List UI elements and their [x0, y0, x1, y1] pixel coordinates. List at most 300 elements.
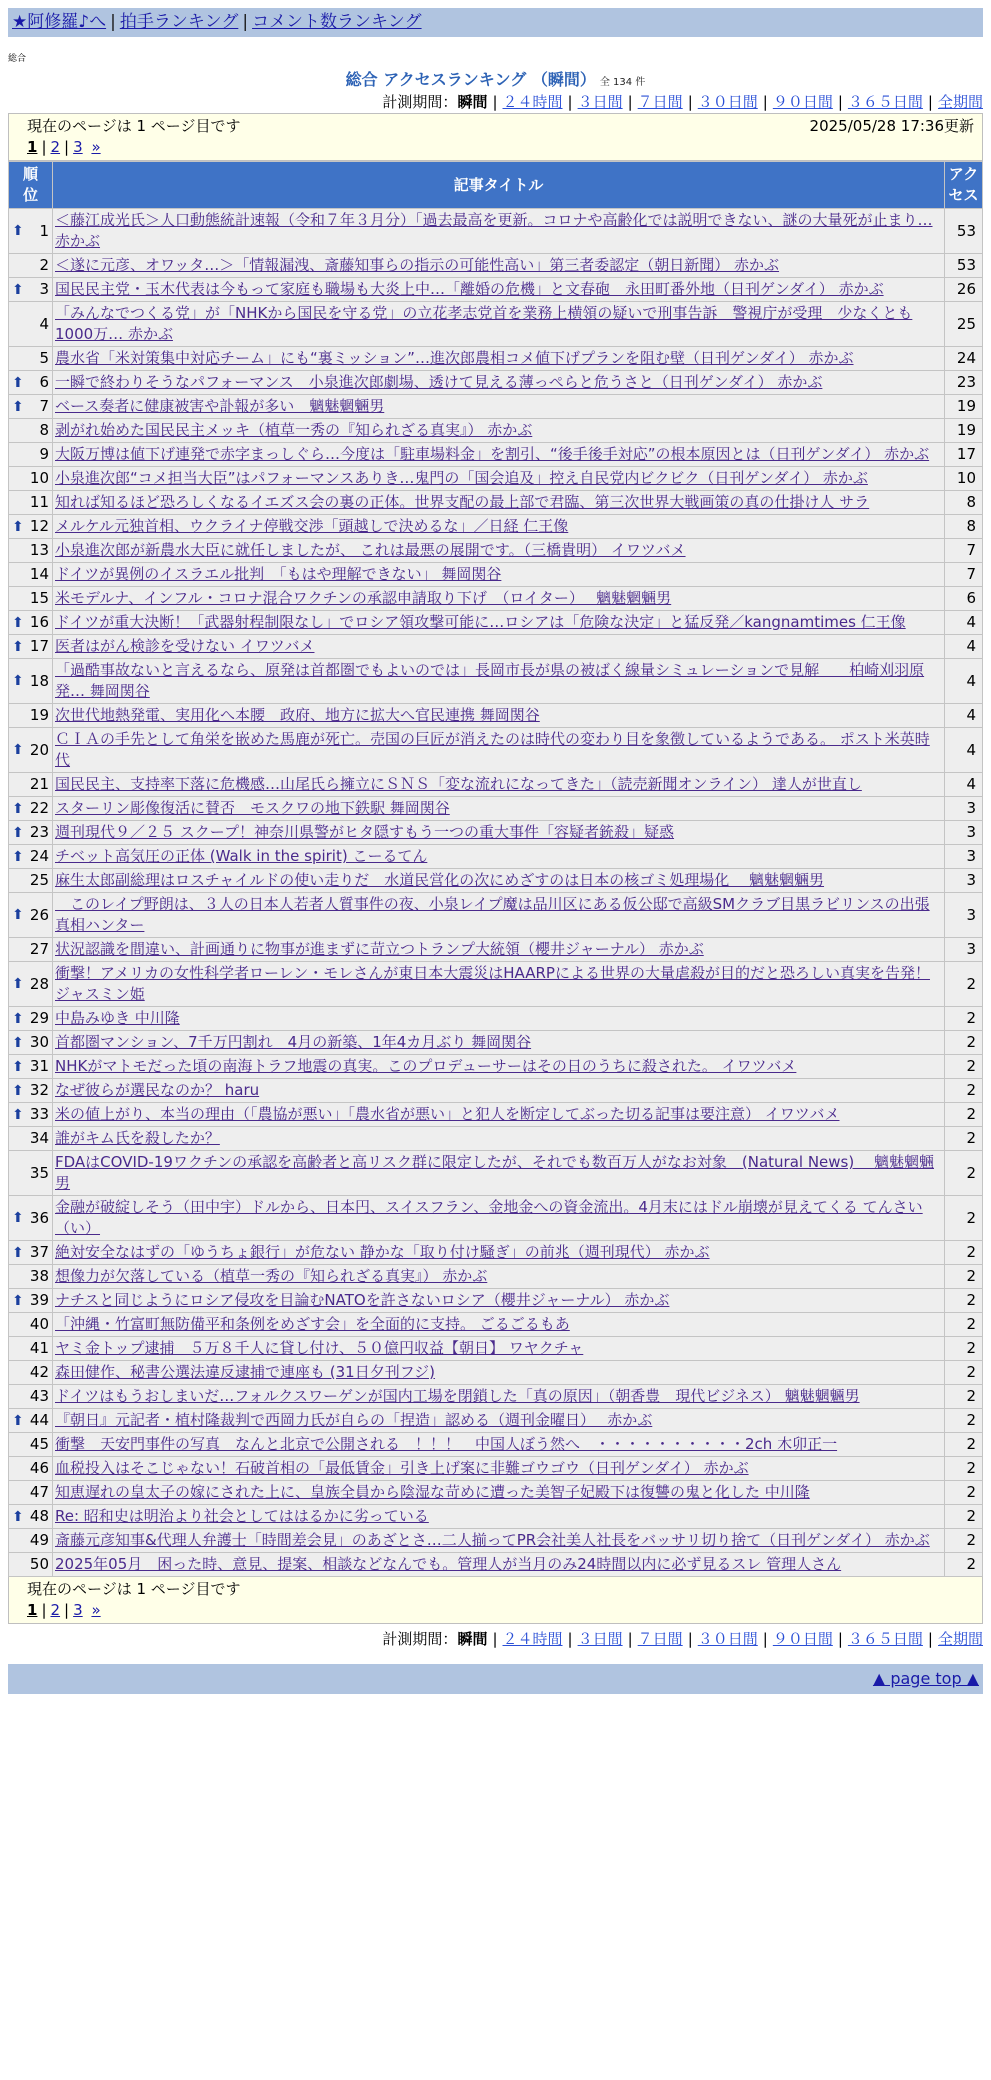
period-separator: | — [687, 93, 693, 111]
rank-cell — [9, 1361, 53, 1385]
table-row — [9, 1289, 983, 1313]
rank-up-arrow-icon: ⬆ — [12, 1412, 24, 1429]
period-label: 計測期間： — [382, 93, 458, 111]
period-link[interactable]: ３日間 — [577, 93, 623, 111]
table-row — [9, 443, 983, 467]
applause-ranking-link[interactable]: 拍手ランキング — [119, 12, 239, 32]
rank-number: 33 — [29, 1105, 49, 1123]
period-link[interactable]: ９０日間 — [772, 1630, 833, 1648]
rank-up-arrow-icon: ⬆ — [12, 1106, 24, 1123]
period-link[interactable]: ７日間 — [637, 93, 683, 111]
rank-cell — [9, 1103, 53, 1127]
table-row — [9, 371, 983, 395]
title-cell — [53, 587, 945, 611]
rank-number: 49 — [29, 1531, 49, 1549]
access-count: 2 — [945, 1505, 983, 1529]
title-cell — [53, 821, 945, 845]
title-cell — [53, 1385, 945, 1409]
title-header: 記事タイトル — [53, 162, 945, 209]
title-cell — [53, 1031, 945, 1055]
title-cell — [53, 1196, 945, 1241]
rank-number: 47 — [29, 1483, 49, 1501]
rank-up-arrow-icon: ⬆ — [12, 518, 24, 535]
access-count: 26 — [945, 278, 983, 302]
access-count: 3 — [945, 869, 983, 893]
access-count: 2 — [945, 1265, 983, 1289]
rank-cell — [9, 869, 53, 893]
table-row — [9, 587, 983, 611]
title-cell — [53, 1265, 945, 1289]
table-row — [9, 1409, 983, 1433]
rank-cell — [9, 1553, 53, 1577]
rank-up-arrow-icon: ⬆ — [12, 907, 24, 923]
page-link[interactable]: 3 — [73, 138, 83, 156]
article-link[interactable]: ＜藤江成光氏＞人口動態統計速報（令和７年３月分）「過去最高を更新。コロナや高齢化では説明できない、謎の大量死が止まり… 赤かぶ — [55, 211, 933, 250]
article-link[interactable]: ヤミ金トップ逮捕 ５万８千人に貸し付け、５０億円収益【朝日】 ワヤクチャ — [55, 1339, 584, 1357]
rank-cell — [9, 302, 53, 347]
table-row — [9, 797, 983, 821]
rank-number: 27 — [29, 940, 49, 958]
page-top-link[interactable]: ▲ page top ▲ — [872, 1669, 979, 1688]
article-link[interactable]: 剥がれ始めた国民民主メッキ（植草一秀の『知られざる真実』） 赤かぶ — [55, 421, 533, 439]
article-link[interactable]: ベース奏者に健康被害や訃報が多い 魑魅魍魎男 — [55, 397, 385, 415]
rank-number: 28 — [29, 974, 49, 993]
article-link[interactable]: ドイツが異例のイスラエル批判 「もはや理解できない」 舞岡関谷 — [55, 565, 502, 583]
rank-number: 44 — [29, 1411, 49, 1429]
rank-up-arrow-icon: ⬆ — [12, 1058, 24, 1075]
rank-cell — [9, 1409, 53, 1433]
article-link[interactable]: ＜遂に元彦、オワッタ…＞「情報漏洩、斎藤知事らの指示の可能性高い」第三者委認定（朝日新聞） 赤かぶ — [55, 256, 780, 274]
access-count: 7 — [945, 539, 983, 563]
rank-number: 17 — [29, 637, 49, 655]
article-link[interactable]: 誰がキム氏を殺したか？ — [55, 1129, 220, 1147]
table-row — [9, 254, 983, 278]
rank-cell — [9, 1337, 53, 1361]
table-row — [9, 1481, 983, 1505]
rank-number: 41 — [29, 1339, 49, 1357]
access-count: 2 — [945, 1103, 983, 1127]
rank-cell — [9, 1457, 53, 1481]
ranking-table-body — [9, 209, 983, 1577]
period-separator: | — [927, 93, 933, 111]
period-link[interactable]: ７日間 — [637, 1630, 683, 1648]
table-row — [9, 395, 983, 419]
article-link[interactable]: スターリン彫像復活に賛否 モスクワの地下鉄駅 舞岡関谷 — [55, 799, 450, 817]
title-cell — [53, 209, 945, 254]
access-count: 3 — [945, 821, 983, 845]
article-link[interactable]: 知れば知るほど恐ろしくなるイエズス会の裏の正体。世界支配の最上部で君臨、第三次世界大戦画策の真の仕掛け人 サラ — [55, 493, 870, 511]
rank-number: 6 — [39, 373, 49, 391]
access-count: 24 — [945, 347, 983, 371]
article-link[interactable]: 小泉進次郎が新農水大臣に就任しましたが、 これは最悪の展開です。（三橋貴明） イワツバメ — [55, 541, 686, 559]
access-count: 4 — [945, 611, 983, 635]
article-link[interactable]: 小泉進次郎“コメ担当大臣”はパフォーマンスありき…鬼門の「国会追及」控え自民党内ビクビク（日刊ゲンダイ） 赤かぶ — [55, 469, 868, 487]
table-row — [9, 1361, 983, 1385]
title-cell — [53, 515, 945, 539]
rank-number: 29 — [29, 1009, 49, 1027]
access-count: 19 — [945, 419, 983, 443]
table-row — [9, 1007, 983, 1031]
access-count: 3 — [945, 893, 983, 938]
period-link[interactable]: ９０日間 — [772, 93, 833, 111]
access-count: 2 — [945, 1481, 983, 1505]
rank-cell — [9, 443, 53, 467]
rank-number: 13 — [29, 541, 49, 559]
article-link[interactable]: 想像力が欠落している（植草一秀の『知られざる真実』） 赤かぶ — [55, 1267, 488, 1285]
article-link[interactable]: 2025年05月 困った時、意見、提案、相談などなんでも。管理人が当月のみ24時間以内に必ず見るスレ 管理人さん — [55, 1555, 842, 1573]
article-link[interactable]: NHKがマトモだった頃の南海トラフ地震の真実。このプロデューサーはその日のうちに殺された。 イワツバメ — [55, 1057, 797, 1075]
period-selector-top — [8, 91, 983, 113]
page-title-text: 総合 アクセスランキング （瞬間） — [345, 70, 596, 89]
access-count: 3 — [945, 797, 983, 821]
table-row — [9, 1433, 983, 1457]
article-link[interactable]: ＣＩＡの手先として角栄を嵌めた馬鹿が死亡。売国の巨匠が消えたのは時代の変わり目を象徴しているようである。 ポスト米英時代 — [55, 730, 930, 769]
access-count: 2 — [945, 1079, 983, 1103]
access-count: 8 — [945, 515, 983, 539]
rank-number: 39 — [29, 1291, 49, 1309]
rank-cell — [9, 938, 53, 962]
access-count: 4 — [945, 773, 983, 797]
page-link[interactable]: 2 — [50, 138, 61, 156]
rank-number: 14 — [29, 565, 49, 583]
article-link[interactable]: 状況認識を間違い、計画通りに物事が進まずに苛立つトランプ大統領（櫻井ジャーナル） 赤かぶ — [55, 940, 704, 958]
rank-cell — [9, 1505, 53, 1529]
rank-number: 18 — [29, 671, 49, 690]
rank-up-arrow-icon: ⬆ — [12, 742, 24, 758]
access-count: 2 — [945, 1361, 983, 1385]
title-cell — [53, 1529, 945, 1553]
article-link[interactable]: 中島みゆき 中川隆 — [55, 1009, 180, 1027]
rank-up-arrow-icon: ⬆ — [12, 1508, 24, 1525]
rank-up-arrow-icon: ⬆ — [12, 1034, 24, 1051]
table-row — [9, 1151, 983, 1196]
rank-cell — [9, 1265, 53, 1289]
article-link[interactable]: 一瞬で終わりそうなパフォーマンス 小泉進次郎劇場、透けて見える薄っぺらと危うさと（日刊ゲンダイ） 赤かぶ — [55, 373, 823, 391]
rank-cell — [9, 773, 53, 797]
article-link[interactable]: ナチスと同じようにロシア侵攻を目論むNATOを許さないロシア（櫻井ジャーナル） 赤かぶ — [55, 1291, 670, 1309]
rank-cell — [9, 539, 53, 563]
article-link[interactable]: このレイプ野朗は、３人の日本人若者人質事件の夜、小泉レイプ魔は品川区にある仮公邸で高級SMクラブ目黒ラビリンスの出張 真相ハンター — [55, 895, 930, 934]
rank-cell — [9, 467, 53, 491]
title-cell — [53, 938, 945, 962]
rank-cell — [9, 1007, 53, 1031]
rank-cell — [9, 587, 53, 611]
table-row — [9, 773, 983, 797]
article-link[interactable]: 米モデルナ、インフル・コロナ混合ワクチンの承認申請取り下げ （ロイター） 魑魅魍魎男 — [55, 589, 672, 607]
article-link[interactable]: ドイツはもうおしまいだ…フォルクスワーゲンが国内工場を閉鎖した「真の原因」（朝香豊 現代ビジネス） 魑魅魍魎男 — [55, 1387, 860, 1405]
article-link[interactable]: 国民民主党・玉木代表は今もって家庭も職場も大炎上中…「離婚の危機」と文春砲 永田町番外地（日刊ゲンダイ） 赤かぶ — [55, 280, 884, 298]
access-count: 17 — [945, 443, 983, 467]
title-cell — [53, 347, 945, 371]
article-link[interactable]: 斎藤元彦知事&代理人弁護士「時間差会見」のあざとさ…二人揃ってPR会社美人社長をバッサリ切り捨て（日刊ゲンダイ） 赤かぶ — [55, 1531, 930, 1549]
period-link[interactable]: ３６５日間 — [847, 1630, 923, 1648]
article-link[interactable]: 金融が破綻しそう（田中宇）ドルから、日本円、スイスフラン、金地金への資金流出。4月末にはドル崩壊が見えてくる てんさい（い） — [55, 1198, 923, 1237]
rank-cell — [9, 1196, 53, 1241]
page-separator: | — [64, 1601, 70, 1619]
rank-up-arrow-icon: ⬆ — [12, 1010, 24, 1027]
article-link[interactable]: 米の値上がり、本当の理由（「農協が悪い」「農水省が悪い」と犯人を断定してぶった切る記事は要注意） イワツバメ — [55, 1105, 840, 1123]
comment-ranking-link[interactable]: コメント数ランキング — [252, 12, 422, 32]
period-link[interactable]: ３０日間 — [697, 93, 758, 111]
ranking-table — [8, 161, 983, 1577]
rank-number: 9 — [39, 445, 49, 463]
table-row — [9, 1457, 983, 1481]
title-cell — [53, 728, 945, 773]
period-link[interactable]: ３０日間 — [697, 1630, 758, 1648]
article-link[interactable]: 『朝日』元記者・植村隆裁判で西岡力氏が自らの「捏造」認める（週刊金曜日） 赤かぶ — [55, 1411, 653, 1429]
access-count: 3 — [945, 938, 983, 962]
rank-number: 1 — [39, 221, 49, 240]
rank-cell — [9, 704, 53, 728]
rank-cell — [9, 611, 53, 635]
title-cell — [53, 845, 945, 869]
table-row — [9, 659, 983, 704]
rank-number: 36 — [29, 1208, 49, 1227]
rank-number: 8 — [39, 421, 49, 439]
period-label: 計測期間： — [382, 1630, 458, 1648]
current-page-text: 現在のページは 1 ページ目です — [27, 117, 241, 135]
page-info-bottom — [8, 1577, 983, 1624]
access-count: 7 — [945, 563, 983, 587]
rank-cell — [9, 659, 53, 704]
rank-number: 16 — [29, 613, 49, 631]
title-cell — [53, 539, 945, 563]
rank-up-arrow-icon: ⬆ — [12, 673, 24, 689]
table-row — [9, 938, 983, 962]
title-cell — [53, 659, 945, 704]
access-count: 4 — [945, 635, 983, 659]
access-count: 4 — [945, 704, 983, 728]
access-count: 6 — [945, 587, 983, 611]
title-cell — [53, 1103, 945, 1127]
article-link[interactable]: 医者はがん検診を受けない イワツバメ — [55, 637, 315, 655]
rank-cell — [9, 491, 53, 515]
article-link[interactable]: 週刊現代９／２５ スクープ！神奈川県警がヒタ隠すもう一つの重大事件「容疑者銃殺」疑惑 — [55, 823, 675, 841]
rank-number: 23 — [29, 823, 49, 841]
page-separator: | — [41, 138, 47, 156]
rank-number: 48 — [29, 1507, 49, 1525]
access-count: 8 — [945, 491, 983, 515]
page-link[interactable]: 2 — [50, 1601, 61, 1619]
access-count: 53 — [945, 209, 983, 254]
rank-cell — [9, 1481, 53, 1505]
article-link[interactable]: 絶対安全なはずの「ゆうちょ銀行」が危ない 静かな「取り付け騒ぎ」の前兆（週刊現代） 赤かぶ — [55, 1243, 710, 1261]
table-row — [9, 563, 983, 587]
table-row — [9, 1055, 983, 1079]
rank-cell — [9, 1127, 53, 1151]
access-count: 53 — [945, 254, 983, 278]
title-cell — [53, 1151, 945, 1196]
article-link[interactable]: 首都圏マンション、7千万円割れ 4月の新築、1年4カ月ぶり 舞岡関谷 — [55, 1033, 532, 1051]
article-link[interactable]: ドイツが重大決断！「武器射程制限なし」でロシア領攻撃可能に…ロシアは「危険な決定」と猛反発／kangnamtimes 仁王像 — [55, 613, 906, 631]
article-link[interactable]: 「みんなでつくる党」が「NHKから国民を守る党」の立花孝志党首を業務上横領の疑いで刑事告訴 警視庁が受理 少なくとも1000万… 赤かぶ — [55, 304, 913, 343]
access-count: 2 — [945, 1151, 983, 1196]
period-separator: | — [837, 93, 843, 111]
period-separator: | — [762, 93, 768, 111]
title-cell — [53, 254, 945, 278]
article-link[interactable]: 衝撃 天安門事件の写真 なんと北京で公開される ！！！ 中国人ぼう然へ ・・・・・・・・・・2ch 木卯正一 — [55, 1435, 838, 1453]
title-cell — [53, 491, 945, 515]
rank-up-arrow-icon: ⬆ — [12, 281, 24, 298]
article-link[interactable]: メルケル元独首相、ウクライナ停戦交渉「頭越しで決めるな」／日経 仁王像 — [55, 517, 569, 535]
rank-number: 26 — [29, 905, 49, 924]
table-row — [9, 515, 983, 539]
rank-cell — [9, 635, 53, 659]
article-link[interactable]: 麻生太郎副総理はロスチャイルドの使い走りだ 水道民営化の次にめざすのは日本の核ゴミ処理場化 魑魅魍魎男 — [55, 871, 825, 889]
access-header: アクセス — [945, 162, 983, 209]
title-cell — [53, 467, 945, 491]
period-separator: | — [927, 1630, 933, 1648]
article-link[interactable]: 大阪万博は値下げ連発で赤字まっしぐら…今度は「駐車場料金」を割引、“後手後手対応”の根本原因とは（日刊ゲンダイ） 赤かぶ — [55, 445, 930, 463]
title-cell — [53, 395, 945, 419]
title-cell — [53, 1409, 945, 1433]
access-count: 2 — [945, 1433, 983, 1457]
rank-cell — [9, 1079, 53, 1103]
access-count: 4 — [945, 728, 983, 773]
title-cell — [53, 1055, 945, 1079]
rank-up-arrow-icon: ⬆ — [12, 1292, 24, 1309]
table-row — [9, 704, 983, 728]
table-row — [9, 1505, 983, 1529]
table-row — [9, 1127, 983, 1151]
title-cell — [53, 563, 945, 587]
article-link[interactable]: 「沖縄・竹富町無防備平和条例をめざす会」を全面的に支持。 ごるごるもあ — [55, 1315, 570, 1333]
rank-number: 30 — [29, 1033, 49, 1051]
title-cell — [53, 419, 945, 443]
rank-number: 42 — [29, 1363, 49, 1381]
rank-number: 21 — [29, 775, 49, 793]
article-link[interactable]: 「過酷事故ないと言えるなら、原発は首都圏でもよいのでは」長岡市長が県の被ばく線量シミュレーションで見解 柏崎刈羽原発… 舞岡関谷 — [55, 661, 925, 700]
next-page-link[interactable]: » — [91, 1601, 101, 1619]
table-row — [9, 1265, 983, 1289]
rank-number: 12 — [29, 517, 49, 535]
period-separator: | — [567, 1630, 573, 1648]
article-link[interactable]: 森田健作、秘書公選法違反逮捕で連座も (31日夕刊フジ) — [55, 1363, 435, 1381]
rank-cell — [9, 893, 53, 938]
rank-cell — [9, 821, 53, 845]
table-row — [9, 1031, 983, 1055]
period-separator: | — [492, 93, 498, 111]
article-link[interactable]: 血税投入はそこじゃない！石破首相の「最低賃金」引き上げ案に非難ゴウゴウ（日刊ゲンダイ） 赤かぶ — [55, 1459, 749, 1477]
title-cell — [53, 611, 945, 635]
access-count: 23 — [945, 371, 983, 395]
access-count: 4 — [945, 659, 983, 704]
table-row — [9, 845, 983, 869]
rank-up-arrow-icon: ⬆ — [12, 398, 24, 415]
period-current: 瞬間 — [457, 93, 488, 111]
article-link[interactable]: Re: 昭和史は明治より社会としてははるかに劣っている — [55, 1507, 429, 1525]
rank-cell — [9, 1151, 53, 1196]
table-row — [9, 1337, 983, 1361]
period-link[interactable]: 全期間 — [937, 93, 983, 111]
access-count: 2 — [945, 1007, 983, 1031]
rank-cell — [9, 209, 53, 254]
table-row — [9, 419, 983, 443]
rank-cell — [9, 395, 53, 419]
page-link[interactable]: 3 — [73, 1601, 83, 1619]
article-link[interactable]: 衝撃！アメリカの女性科学者ローレン・モレさんが東日本大震災はHAARPによる世界の大量虐殺が目的だと恐ろしい真実を告発！ ジャスミン姫 — [55, 964, 930, 1003]
access-count: 25 — [945, 302, 983, 347]
period-link[interactable]: ２４時間 — [502, 1630, 563, 1648]
rank-number: 50 — [29, 1555, 49, 1573]
article-link[interactable]: 国民民主、支持率下落に危機感…山尾氏ら擁立にＳＮＳ「変な流れになってきた」（読売新聞オンライン） 達人が世直し — [55, 775, 862, 793]
title-cell — [53, 1505, 945, 1529]
period-separator: | — [837, 1630, 843, 1648]
title-cell — [53, 1337, 945, 1361]
title-cell — [53, 443, 945, 467]
home-link[interactable]: ★阿修羅♪へ — [12, 12, 107, 32]
table-row — [9, 347, 983, 371]
next-page-link[interactable]: » — [91, 138, 101, 156]
access-count: 2 — [945, 962, 983, 1007]
page-current: 1 — [27, 1601, 38, 1619]
access-count: 2 — [945, 1529, 983, 1553]
period-link[interactable]: ３６５日間 — [847, 93, 923, 111]
rank-up-arrow-icon: ⬆ — [12, 976, 24, 992]
title-cell — [53, 1433, 945, 1457]
article-link[interactable]: 農水省「米対策集中対応チーム」にも“裏ミッション”…進次郎農相コメ値下げプランを阻む壁（日刊ゲンダイ） 赤かぶ — [55, 349, 854, 367]
top-nav — [8, 8, 983, 37]
rank-cell — [9, 1241, 53, 1265]
rank-number: 32 — [29, 1081, 49, 1099]
access-count: 2 — [945, 1031, 983, 1055]
article-link[interactable]: なぜ彼らが選民なのか？ haru — [55, 1081, 260, 1099]
table-row — [9, 728, 983, 773]
rank-number: 37 — [29, 1243, 49, 1261]
table-row — [9, 539, 983, 563]
table-row — [9, 962, 983, 1007]
access-count: 2 — [945, 1196, 983, 1241]
access-count: 2 — [945, 1289, 983, 1313]
table-row — [9, 1103, 983, 1127]
title-cell — [53, 1313, 945, 1337]
rank-cell — [9, 1289, 53, 1313]
title-cell — [53, 773, 945, 797]
article-link[interactable]: チベット高気圧の正体 (Walk in the spirit) こーるてん — [55, 847, 428, 865]
rank-number: 34 — [29, 1129, 49, 1147]
rank-up-arrow-icon: ⬆ — [12, 848, 24, 865]
table-row — [9, 467, 983, 491]
table-row — [9, 893, 983, 938]
rank-cell — [9, 347, 53, 371]
title-cell — [53, 962, 945, 1007]
table-header-row — [9, 162, 983, 209]
table-row — [9, 1196, 983, 1241]
period-separator: | — [687, 1630, 693, 1648]
period-link[interactable]: 全期間 — [937, 1630, 983, 1648]
table-row — [9, 611, 983, 635]
rank-number: 5 — [39, 349, 49, 367]
title-cell — [53, 1553, 945, 1577]
access-count: 2 — [945, 1385, 983, 1409]
period-separator: | — [627, 1630, 633, 1648]
rank-number: 10 — [29, 469, 49, 487]
article-link[interactable]: 知恵遅れの皇太子の嫁にされた上に、皇族全員から陰湿な苛めに遭った美智子妃殿下は復讐の鬼と化した 中川隆 — [55, 1483, 810, 1501]
title-cell — [53, 371, 945, 395]
article-link[interactable]: 次世代地熱発電、実用化へ本腰 政府、地方に拡大へ官民連携 舞岡関谷 — [55, 706, 540, 724]
period-link[interactable]: ２４時間 — [502, 93, 563, 111]
title-cell — [53, 893, 945, 938]
rank-number: 38 — [29, 1267, 49, 1285]
nav-separator: | — [242, 12, 249, 32]
rank-number: 46 — [29, 1459, 49, 1477]
period-link[interactable]: ３日間 — [577, 1630, 623, 1648]
table-row — [9, 1529, 983, 1553]
table-row — [9, 278, 983, 302]
title-cell — [53, 1079, 945, 1103]
article-link[interactable]: FDAはCOVID-19ワクチンの承認を高齢者と高リスク群に限定したが、それでも数百万人がなお対象 (Natural News) 魑魅魍魎男 — [55, 1153, 934, 1192]
period-selector-bottom — [8, 1628, 983, 1650]
